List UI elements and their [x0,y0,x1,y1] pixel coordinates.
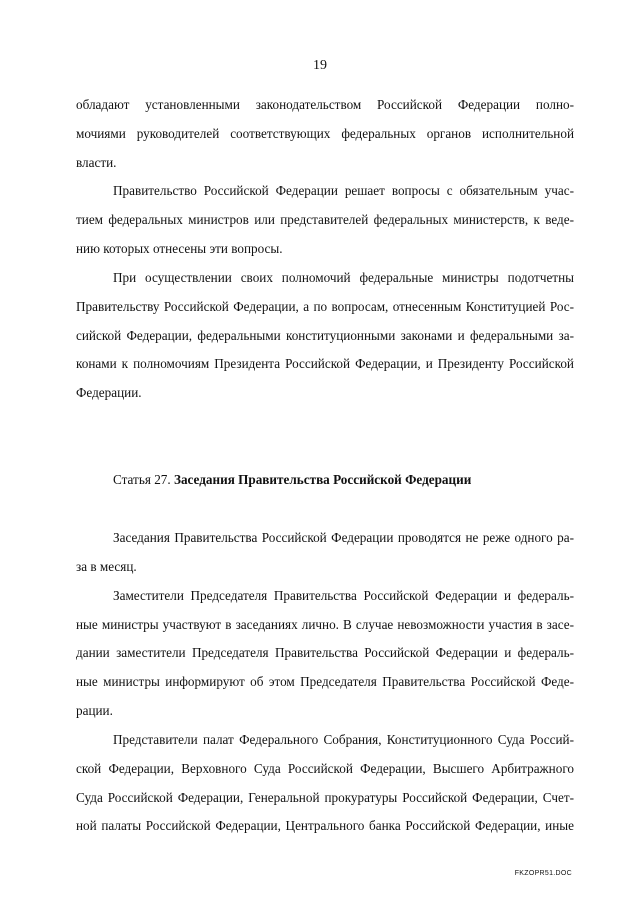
paragraph-line: тием федеральных министров или представителей федеральных министерств, к веде- [76,212,574,227]
article-number: Статья 27. [113,472,171,487]
paragraph-line: ные министры участвуют в заседаниях лично. В случае невозможности участия в засе- [76,617,574,632]
article-heading [113,472,471,488]
paragraph-line: Правительство Российской Федерации решает вопросы с обязательным учас- [113,183,574,198]
paragraph-line: Правительству Российской Федерации, а по вопросам, отнесенным Конституцией Рос- [76,299,574,314]
footer-filename: FKZOPR51.DOC [514,870,572,877]
paragraph-line: рации. [76,703,113,718]
paragraph-line: нию которых отнесены эти вопросы. [76,241,283,256]
article-title: Заседания Правительства Российской Федерации [173,472,472,487]
paragraph-line: Представители палат Федерального Собрания, Конституционного Суда Россий- [113,732,574,747]
paragraph-line: за в месяц. [76,559,137,574]
paragraph-line: ные министры информируют об этом Председателя Правительства Российской Феде- [76,674,574,689]
paragraph-line: ской Федерации, Верховного Суда Российской Федерации, Высшего Арбитражного [76,761,574,776]
paragraph-line: ной палаты Российской Федерации, Центрального банка Российской Федерации, иные [76,818,574,833]
paragraph-line: Заседания Правительства Российской Федерации проводятся не реже одного ра- [113,530,574,545]
paragraph-line: мочиями руководителей соответствующих федеральных органов исполнительной [76,126,574,141]
paragraph-line: сийской Федерации, федеральными конституционными законами и федеральными за- [76,328,574,343]
paragraph-line: Федерации. [76,385,142,400]
paragraph-line: власти. [76,155,117,170]
paragraph-line: обладают установленными законодательством Российской Федерации полно- [76,97,574,112]
paragraph-line: Заместители Председателя Правительства Российской Федерации и федераль- [113,588,574,603]
paragraph-line: конами к полномочиям Президента Российской Федерации, и Президенту Российской [76,356,574,371]
paragraph-line: Суда Российской Федерации, Генеральной прокуратуры Российской Федерации, Счет- [76,790,574,805]
page-number: 19 [313,58,327,73]
paragraph-line: дании заместители Председателя Правительства Российской Федерации и федераль- [76,645,574,660]
paragraph-line: При осуществлении своих полномочий федеральные министры подотчетны [113,270,574,285]
